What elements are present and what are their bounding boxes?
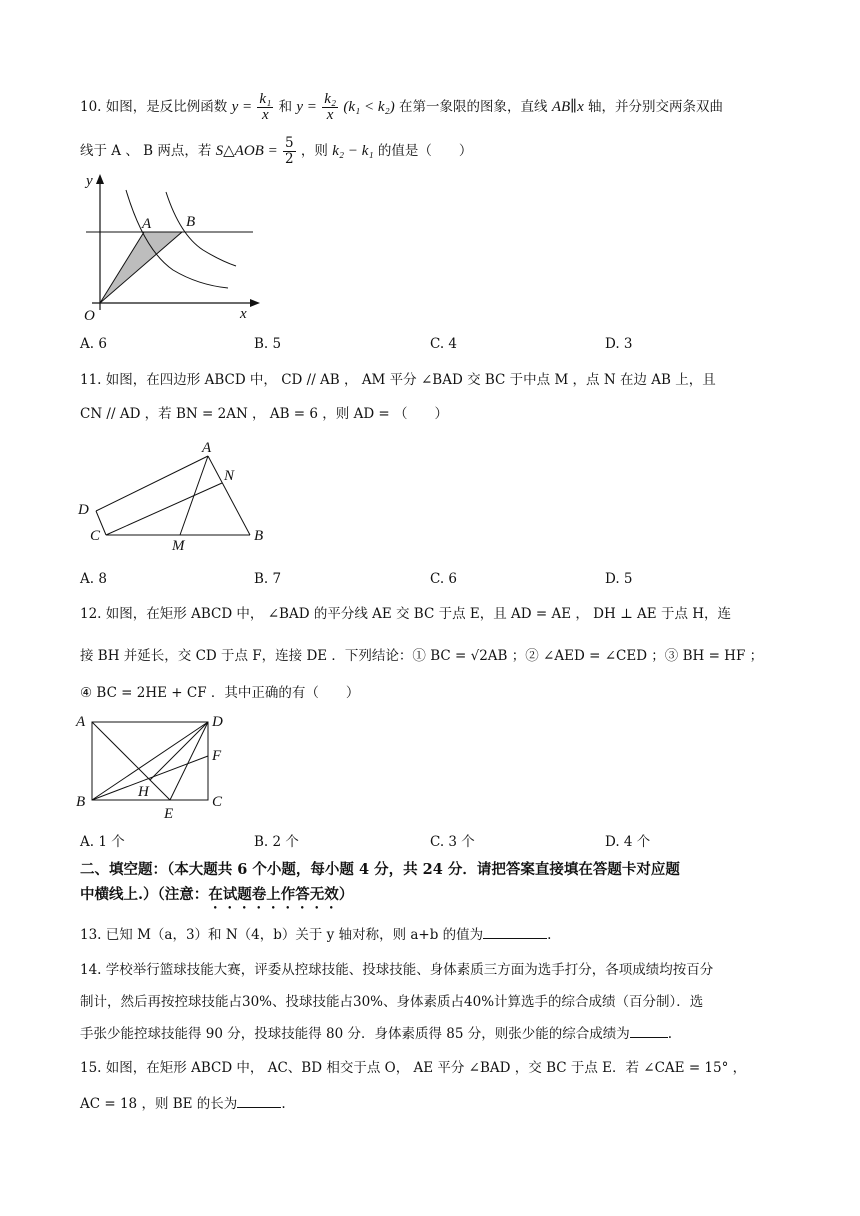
q12-line2 [80,646,763,666]
q15-line2 [80,1094,286,1114]
q14-answer-blank[interactable] [630,1025,668,1038]
section-text-2a: 中横线上.）（注意： [80,886,209,903]
q12-label-f: F [212,748,222,764]
section-text-2b: ） [338,886,354,903]
q11-label-c: C [90,528,101,544]
q10-text-c: 轴，并分别交两条双曲 [588,99,724,115]
q11-options [80,571,780,591]
q12-seg-bf [92,756,208,800]
q15-text-2: AC = 18 ，则 BE 的长为 [80,1096,238,1112]
q10-line1 [80,92,723,123]
q11-number: 11. [80,372,102,388]
q12-seg-bd [92,722,208,800]
section-text-1: 二、填空题：（本大题共 6 个小题，每小题 4 分，共 24 分．请把答案直接填在答题卡对应题 [80,861,680,878]
q13-number: 13. [80,927,102,943]
q14-number: 14. [80,962,102,978]
q11-label-m: M [172,538,185,553]
q11-option-d[interactable]: D. 5 [605,571,633,587]
q14-line2 [80,992,703,1012]
q14-line1 [80,960,713,980]
q12-line3 [80,683,359,703]
q11-label-b: B [254,528,264,544]
q12-label-e: E [164,806,174,822]
q10-eq1-den: x [262,107,269,123]
q10-eq1-num: k₁ [259,91,272,107]
q10-eq2-num: k₂ [324,91,337,107]
q11-figure [74,438,274,553]
q10-number: 10. [80,99,102,115]
section-heading-line2 [80,884,353,912]
q12-option-c[interactable]: C. 3 个 [430,834,475,850]
q14-text-3: 手张少能控球技能得 90 分，投球技能得 80 分．身体素质得 85 分，则张少能的综合成绩为 [80,1026,630,1042]
q10-area-fraction [283,136,296,167]
q12-label-c: C [212,794,223,810]
q11-label-n: N [224,468,235,484]
q10-y-arrow [96,174,104,184]
q12-line1 [80,604,731,624]
q12-figure [74,710,234,822]
q12-seg-ae [92,722,170,800]
q12-label-h: H [138,784,149,800]
q11-label-d: D [78,502,89,518]
q10-area-den: 2 [285,151,294,167]
q14-text-2: 制计，然后再按控球技能占30%、投球技能占30%、身体素质占40%计算选手的综合成绩（百分制）．选 [80,994,704,1010]
q10-curve-k2 [166,192,236,266]
q10-figure [78,170,278,325]
q14-text-1: 学校举行篮球技能大赛，评委从控球技能、投球技能、身体素质三方面为选手打分，各项成绩均按百分 [105,962,714,978]
q14-tail: . [667,1026,673,1042]
q10-label-y: y [86,173,93,189]
q12-seg-de [170,722,208,800]
q11-seg-cn [106,483,222,535]
q15-number: 15. [80,1060,102,1076]
q10-condition: (k₁ < k₂) [343,99,395,115]
section-text-dotted: 在试题卷上作答无效 [208,886,339,903]
q10-option-b[interactable]: B. 5 [254,336,282,352]
q11-line1 [80,370,716,390]
q11-text-2: CN // AD ，若 BN = 2AN ， AB = 6 ，则 AD = （ ） [80,406,449,422]
q12-label-b: B [76,794,86,810]
q12-option-d[interactable]: D. 4 个 [605,834,651,850]
q12-label-d: D [212,714,223,730]
q15-tail: . [281,1096,286,1112]
q12-text-2: 接 BH 并延长，交 CD 于点 F，连接 DE ．下列结论：① BC = √2AB ；② ∠AED = ∠CED ；③ BH = HF ； [80,648,764,664]
q10-mid: 和 [278,99,293,115]
q10-label-b: B [186,214,196,230]
q10-option-c[interactable]: C. 4 [430,336,458,352]
q10-eq2-den: x [326,107,334,123]
q13-line [80,925,551,945]
q14-line3 [80,1024,672,1044]
q10-eq2-fraction [322,92,338,123]
q11-option-c[interactable]: C. 6 [430,571,458,587]
q15-text-1: 如图，在矩形 ABCD 中， AC、BD 相交于点 O， AE 平分 ∠BAD ，交 BC 于点 E．若 ∠CAE = 15° ， [105,1060,747,1076]
q15-line1 [80,1058,746,1078]
q12-option-b[interactable]: B. 2 个 [254,834,299,850]
q10-text-d: 线于 A 、 B 两点，若 [80,143,212,159]
q10-line-ab: AB∥x [551,99,584,115]
q10-area-label: S△AOB = [215,143,278,159]
q12-number: 12. [80,606,102,622]
q10-label-x: x [240,306,247,322]
q10-eq2-left: y = [296,99,317,115]
q11-label-a: A [202,440,212,456]
q10-line2 [80,136,472,167]
q10-target: k₂ − k₁ [332,143,374,159]
q11-option-b[interactable]: B. 7 [254,571,282,587]
q12-seg-dh [150,722,208,780]
q12-label-a: A [76,714,86,730]
section-heading-line1 [80,859,680,881]
q13-tail: . [547,927,552,943]
q10-text-a: 如图，是反比例函数 [105,99,228,115]
q13-answer-blank[interactable] [483,926,547,939]
q10-text-f: 的值是（ ） [377,143,473,159]
q10-x-arrow [250,299,260,307]
q11-option-a[interactable]: A. 8 [80,571,107,587]
q10-option-d[interactable]: D. 3 [605,336,633,352]
q11-text-1: 如图，在四边形 ABCD 中， CD // AB ， AM 平分 ∠BAD 交 BC 于中点 M ，点 N 在边 AB 上，且 [105,372,716,388]
q10-text-b: 在第一象限的图象，直线 [399,99,548,115]
q12-options [80,830,780,850]
q10-label-a: A [142,216,152,232]
q10-options [80,336,780,356]
q12-option-a[interactable]: A. 1 个 [80,834,125,850]
q12-text-1: 如图，在矩形 ABCD 中， ∠BAD 的平分线 AE 交 BC 于点 E，且 AD = AE ， DH ⊥ AE 于点 H，连 [105,606,732,622]
q13-text: 已知 M（a，3）和 N（4，b）关于 y 轴对称，则 a+b 的值为 [105,927,484,943]
q10-eq1-fraction [257,92,273,123]
q10-area-num: 5 [285,135,294,151]
q11-line2 [80,404,448,424]
q15-answer-blank[interactable] [237,1095,281,1108]
q10-option-a[interactable]: A. 6 [80,336,107,352]
q10-label-o: O [84,308,95,324]
q10-text-e: ，则 [300,143,328,159]
q10-eq1-left: y = [231,99,253,115]
q12-text-3: ④ BC = 2HE + CF ．其中正确的有（ ） [80,685,360,701]
